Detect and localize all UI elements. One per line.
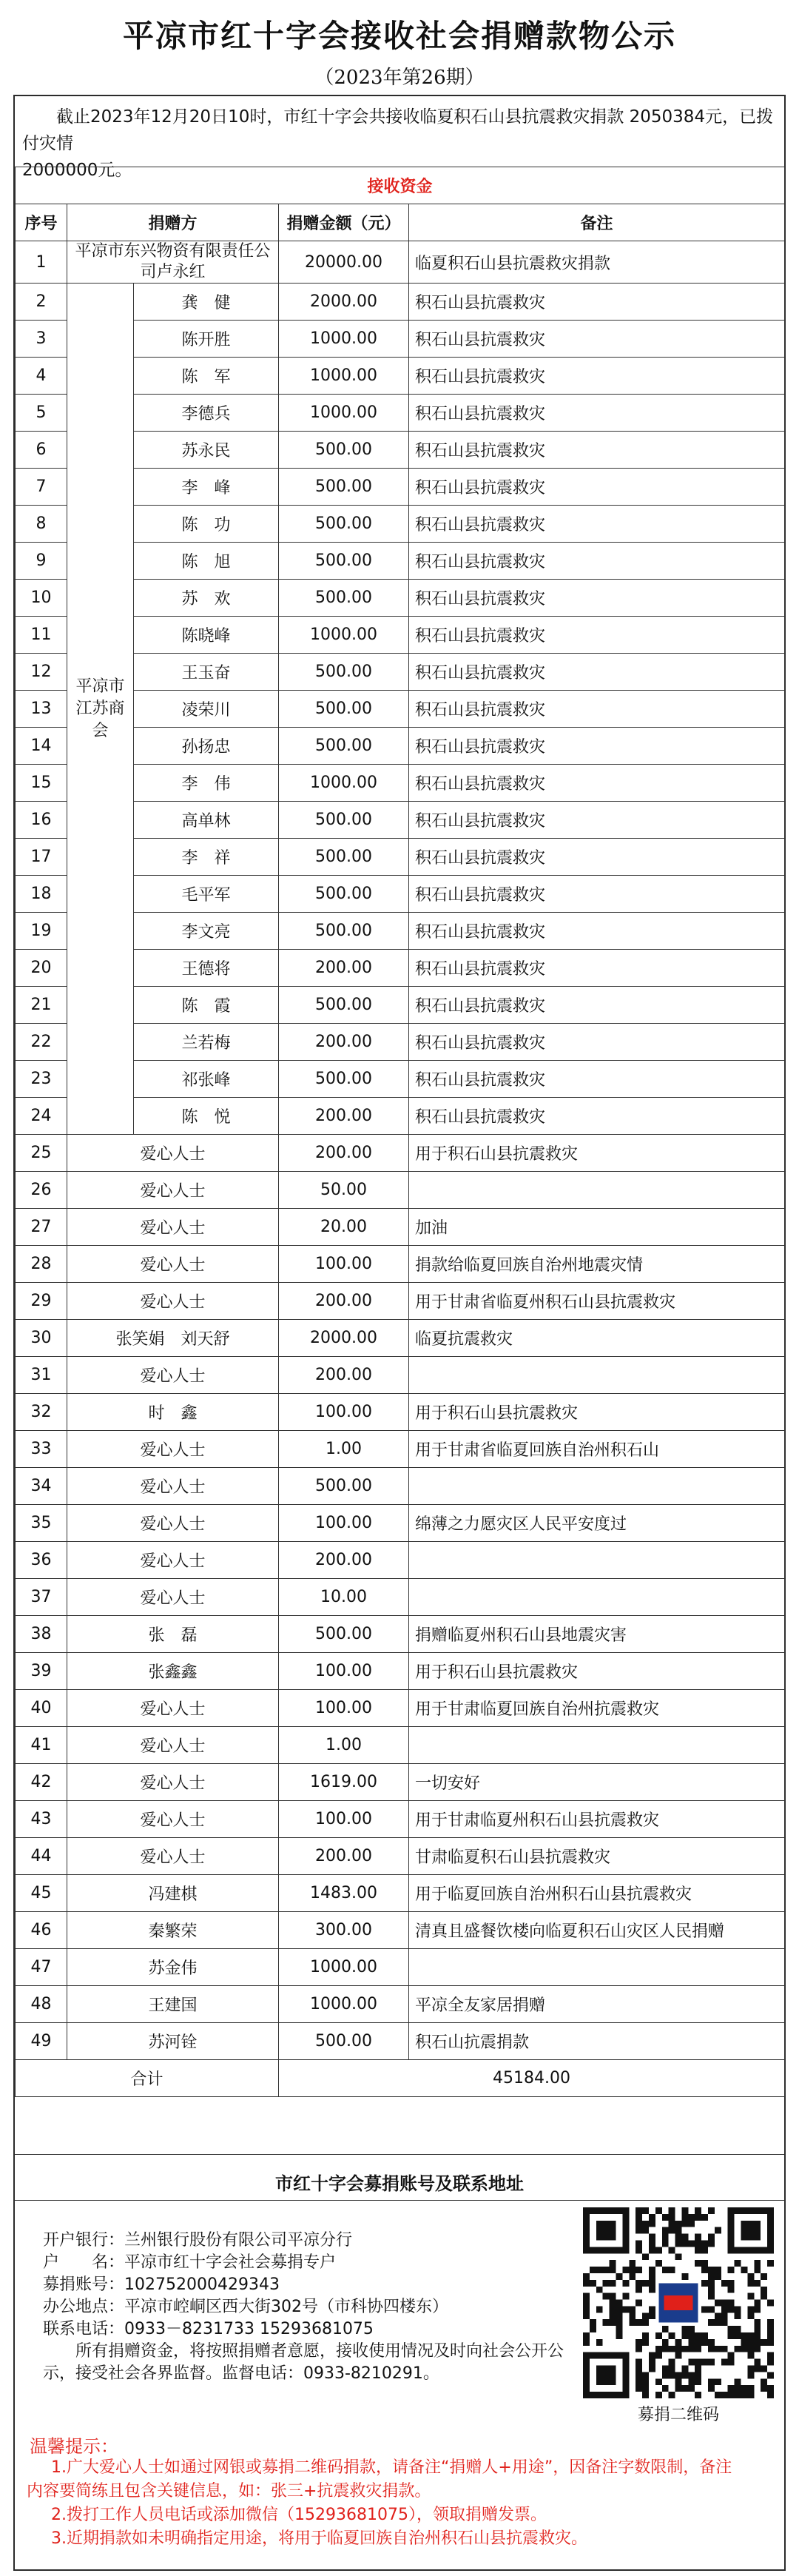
account-name: 户 名：平凉市红十字会社会募捐专户: [43, 2253, 337, 2272]
disclosure-note: 所有捐赠资金，将按照捐赠者意愿，接收使用情况及时向社会公开公示，接受社会各界监督。监督电话：0933-8210291。: [43, 2342, 564, 2383]
row-no: 27: [16, 1209, 67, 1246]
row-no: 40: [16, 1690, 67, 1727]
row-amount: 1.00: [279, 1727, 409, 1764]
row-no: 4: [16, 358, 67, 395]
row-amount: 500.00: [279, 691, 409, 728]
contact-title: 市红十字会募捐账号及联系地址: [275, 2173, 524, 2194]
row-note: 清真且盛餐饮楼向临夏积石山灾区人民捐赠: [409, 1912, 785, 1949]
row-donor: 王德将: [134, 950, 279, 987]
row-donor: 高单林: [134, 802, 279, 839]
row-note: 临夏抗震救灾: [409, 1320, 785, 1357]
row-amount: 200.00: [279, 1098, 409, 1135]
divider: [15, 2154, 784, 2155]
row-note: 积石山县抗震救灾: [409, 506, 785, 543]
row-donor: 张 磊: [67, 1616, 279, 1653]
contact-phone: 联系电话：0933－8231733 15293681075: [43, 2320, 374, 2338]
row-amount: 500.00: [279, 654, 409, 691]
tip-1-continued: 内容要简练且包含关键信息，如：张三+抗震救灾捐款。: [27, 2482, 431, 2500]
tips-title: 温馨提示：: [30, 2436, 118, 2457]
row-donor: 爱心人士: [67, 1357, 279, 1394]
page-title: 平凉市红十字会接收社会捐赠款物公示: [122, 18, 676, 54]
row-note: 积石山县抗震救灾: [409, 728, 785, 765]
row-note: 用于甘肃临夏州积石山县抗震救灾: [409, 1801, 785, 1838]
table-row: [16, 1135, 785, 1172]
row-amount: 500.00: [279, 1468, 409, 1505]
row-donor: 爱心人士: [67, 1579, 279, 1616]
group-donor-name: 平凉市江苏商会: [67, 284, 134, 1135]
row-note: [409, 1949, 785, 1986]
table-row: [16, 284, 785, 321]
row-no: 26: [16, 1172, 67, 1209]
row-amount: 500.00: [279, 432, 409, 469]
row-amount: 2000.00: [279, 1320, 409, 1357]
row-donor: 祁张峰: [134, 1061, 279, 1098]
row-note: 用于甘肃临夏回族自治州抗震救灾: [409, 1690, 785, 1727]
row-donor: 王玉奋: [134, 654, 279, 691]
row-no: 45: [16, 1875, 67, 1912]
row-donor: 凌荣川: [134, 691, 279, 728]
row-no: 30: [16, 1320, 67, 1357]
row-donor: 冯建棋: [67, 1875, 279, 1912]
row-amount: 10.00: [279, 1579, 409, 1616]
row-amount: 20000.00: [279, 241, 409, 284]
table-row: [16, 1986, 785, 2023]
row-amount: 200.00: [279, 1283, 409, 1320]
row-note: 积石山县抗震救灾: [409, 839, 785, 876]
row-donor: 张笑娟 刘天舒: [67, 1320, 279, 1357]
row-no: 47: [16, 1949, 67, 1986]
row-note: 一切安好: [409, 1764, 785, 1801]
row-no: 11: [16, 617, 67, 654]
row-no: 17: [16, 839, 67, 876]
row-no: 25: [16, 1135, 67, 1172]
row-no: 38: [16, 1616, 67, 1653]
row-donor: 爱心人士: [67, 1727, 279, 1764]
section-label: 接收资金: [16, 167, 785, 204]
row-donor: 苏 欢: [134, 580, 279, 617]
table-row: [16, 1394, 785, 1431]
row-no: 29: [16, 1283, 67, 1320]
row-donor: 陈 旭: [134, 543, 279, 580]
row-note: [409, 1468, 785, 1505]
row-no: 1: [16, 241, 67, 284]
row-no: 28: [16, 1246, 67, 1283]
row-amount: 500.00: [279, 2023, 409, 2060]
row-donor: 爱心人士: [67, 1283, 279, 1320]
row-no: 46: [16, 1912, 67, 1949]
row-note: 积石山县抗震救灾: [409, 876, 785, 913]
tip-2: 2.拨打工作人员电话或添加微信（15293681075），领取捐赠发票。: [51, 2506, 547, 2524]
row-donor: 陈 悦: [134, 1098, 279, 1135]
row-donor: 李 峰: [134, 469, 279, 506]
row-no: 10: [16, 580, 67, 617]
contact-info: [43, 2230, 583, 2385]
header-amount: 捐赠金额（元）: [279, 204, 409, 241]
row-donor: 龚 健: [134, 284, 279, 321]
row-donor: 秦繁荣: [67, 1912, 279, 1949]
row-no: 31: [16, 1357, 67, 1394]
row-donor: 孙扬忠: [134, 728, 279, 765]
row-note: 积石山县抗震救灾: [409, 580, 785, 617]
row-donor: 苏金伟: [67, 1949, 279, 1986]
row-amount: 500.00: [279, 913, 409, 950]
intro-line-1: 截止2023年12月20日10时，市红十字会共接收临夏积石山县抗震救灾捐款 2050384元，已拨付灾情: [22, 107, 774, 153]
row-amount: 2000.00: [279, 284, 409, 321]
total-label: 合计: [16, 2060, 279, 2097]
row-no: 14: [16, 728, 67, 765]
row-amount: 200.00: [279, 950, 409, 987]
row-no: 44: [16, 1838, 67, 1875]
row-amount: 1000.00: [279, 1986, 409, 2023]
row-note: 积石山县抗震救灾: [409, 913, 785, 950]
row-amount: 500.00: [279, 1061, 409, 1098]
table-row: [16, 1172, 785, 1209]
table-row: [16, 2023, 785, 2060]
row-donor: 王建国: [67, 1986, 279, 2023]
tips-list: [27, 2456, 774, 2551]
row-no: 16: [16, 802, 67, 839]
row-donor: 李文亮: [134, 913, 279, 950]
row-note: [409, 1542, 785, 1579]
row-donor: 爱心人士: [67, 1172, 279, 1209]
table-row: [16, 1246, 785, 1283]
row-donor: 陈 霞: [134, 987, 279, 1024]
row-note: 用于积石山县抗震救灾: [409, 1394, 785, 1431]
row-no: 18: [16, 876, 67, 913]
qr-code-image: [583, 2207, 774, 2398]
issue-number: （2023年第26期）: [314, 67, 485, 89]
row-amount: 500.00: [279, 876, 409, 913]
row-no: 36: [16, 1542, 67, 1579]
row-no: 22: [16, 1024, 67, 1061]
row-amount: 100.00: [279, 1394, 409, 1431]
table-row: [16, 1764, 785, 1801]
table-row: [16, 1209, 785, 1246]
row-no: 23: [16, 1061, 67, 1098]
row-no: 3: [16, 321, 67, 358]
row-note: 甘肃临夏积石山县抗震救灾: [409, 1838, 785, 1875]
row-donor: 爱心人士: [67, 1209, 279, 1246]
row-amount: 1000.00: [279, 765, 409, 802]
row-amount: 1000.00: [279, 617, 409, 654]
office-address: 办公地点：平凉市崆峒区西大街302号（市科协四楼东）: [43, 2298, 448, 2316]
row-amount: 1619.00: [279, 1764, 409, 1801]
donation-table: [15, 167, 785, 2097]
header-note: 备注: [409, 204, 785, 241]
row-note: 积石山县抗震救灾: [409, 987, 785, 1024]
row-amount: 200.00: [279, 1357, 409, 1394]
row-amount: 500.00: [279, 987, 409, 1024]
table-row: [16, 1542, 785, 1579]
row-amount: 500.00: [279, 469, 409, 506]
table-row: [16, 1357, 785, 1394]
table-row: [16, 1912, 785, 1949]
table-header-row: [16, 204, 785, 241]
section-row: [16, 167, 785, 204]
row-donor: 爱心人士: [67, 1505, 279, 1542]
row-note: 积石山县抗震救灾: [409, 765, 785, 802]
row-donor: 时 鑫: [67, 1394, 279, 1431]
row-amount: 200.00: [279, 1838, 409, 1875]
row-amount: 100.00: [279, 1246, 409, 1283]
total-value: 45184.00: [279, 2060, 785, 2097]
row-note: 用于积石山县抗震救灾: [409, 1135, 785, 1172]
tip-3: 3.近期捐款如未明确指定用途，将用于临夏回族自治州积石山县抗震救灾。: [51, 2529, 587, 2548]
row-amount: 500.00: [279, 802, 409, 839]
row-amount: 1000.00: [279, 1949, 409, 1986]
qr-code-label: 募捐二维码: [637, 2406, 719, 2424]
row-donor: 爱心人士: [67, 1431, 279, 1468]
row-note: 绵薄之力愿灾区人民平安度过: [409, 1505, 785, 1542]
row-amount: 500.00: [279, 543, 409, 580]
row-donor: 毛平军: [134, 876, 279, 913]
row-note: 积石山县抗震救灾: [409, 802, 785, 839]
row-note: 用于甘肃省临夏回族自治州积石山: [409, 1431, 785, 1468]
row-no: 21: [16, 987, 67, 1024]
row-amount: 500.00: [279, 580, 409, 617]
row-no: 41: [16, 1727, 67, 1764]
row-note: 积石山县抗震救灾: [409, 358, 785, 395]
table-row: [16, 1283, 785, 1320]
row-note: 临夏积石山县抗震救灾捐款: [409, 241, 785, 284]
header-donor: 捐赠方: [67, 204, 279, 241]
row-no: 33: [16, 1431, 67, 1468]
row-no: 43: [16, 1801, 67, 1838]
divider: [15, 2200, 784, 2201]
row-amount: 1483.00: [279, 1875, 409, 1912]
table-row: [16, 1320, 785, 1357]
row-amount: 1000.00: [279, 395, 409, 432]
row-note: 捐款给临夏回族自治州地震灾情: [409, 1246, 785, 1283]
row-donor: 苏河铨: [67, 2023, 279, 2060]
row-amount: 1.00: [279, 1431, 409, 1468]
row-note: 积石山县抗震救灾: [409, 1024, 785, 1061]
table-row: [16, 1431, 785, 1468]
row-no: 19: [16, 913, 67, 950]
row-note: 积石山抗震捐款: [409, 2023, 785, 2060]
row-no: 2: [16, 284, 67, 321]
row-no: 6: [16, 432, 67, 469]
row-no: 5: [16, 395, 67, 432]
table-row: [16, 1838, 785, 1875]
row-amount: 50.00: [279, 1172, 409, 1209]
row-no: 34: [16, 1468, 67, 1505]
row-note: 平凉全友家居捐赠: [409, 1986, 785, 2023]
row-donor: 爱心人士: [67, 1838, 279, 1875]
row-note: 积石山县抗震救灾: [409, 284, 785, 321]
table-row: [16, 1690, 785, 1727]
row-donor: 平凉市东兴物资有限责任公司卢永红: [67, 241, 279, 284]
row-donor: 李德兵: [134, 395, 279, 432]
row-donor: 陈晓峰: [134, 617, 279, 654]
row-note: 积石山县抗震救灾: [409, 321, 785, 358]
row-donor: 爱心人士: [67, 1468, 279, 1505]
row-note: 积石山县抗震救灾: [409, 950, 785, 987]
row-note: 积石山县抗震救灾: [409, 543, 785, 580]
header-no: 序号: [16, 204, 67, 241]
row-donor: 爱心人士: [67, 1135, 279, 1172]
row-donor: 李 伟: [134, 765, 279, 802]
row-no: 49: [16, 2023, 67, 2060]
row-amount: 200.00: [279, 1024, 409, 1061]
row-amount: 1000.00: [279, 321, 409, 358]
row-no: 20: [16, 950, 67, 987]
row-note: [409, 1579, 785, 1616]
row-no: 39: [16, 1653, 67, 1690]
tip-1: 1.广大爱心人士如通过网银或募捐二维码捐款，请备注“捐赠人+用途”，因备注字数限制，备注: [51, 2458, 732, 2477]
row-note: 积石山县抗震救灾: [409, 1061, 785, 1098]
row-note: 积石山县抗震救灾: [409, 654, 785, 691]
row-note: 捐赠临夏州积石山县地震灾害: [409, 1616, 785, 1653]
row-note: 积石山县抗震救灾: [409, 691, 785, 728]
row-note: 积石山县抗震救灾: [409, 469, 785, 506]
table-row: [16, 241, 785, 284]
table-row: [16, 1949, 785, 1986]
row-no: 42: [16, 1764, 67, 1801]
row-no: 13: [16, 691, 67, 728]
row-amount: 100.00: [279, 1801, 409, 1838]
row-amount: 100.00: [279, 1505, 409, 1542]
row-no: 8: [16, 506, 67, 543]
row-note: [409, 1357, 785, 1394]
row-note: 积石山县抗震救灾: [409, 395, 785, 432]
row-donor: 兰若梅: [134, 1024, 279, 1061]
row-amount: 300.00: [279, 1912, 409, 1949]
row-note: 加油: [409, 1209, 785, 1246]
row-no: 9: [16, 543, 67, 580]
row-amount: 1000.00: [279, 358, 409, 395]
table-row: [16, 1801, 785, 1838]
row-amount: 100.00: [279, 1653, 409, 1690]
table-row: [16, 1727, 785, 1764]
table-row: [16, 1653, 785, 1690]
row-amount: 500.00: [279, 728, 409, 765]
table-row: [16, 1468, 785, 1505]
row-amount: 20.00: [279, 1209, 409, 1246]
row-amount: 500.00: [279, 839, 409, 876]
row-note: 用于积石山县抗震救灾: [409, 1653, 785, 1690]
intro-line-2: 2000000元。: [22, 161, 132, 180]
row-donor: 张鑫鑫: [67, 1653, 279, 1690]
row-amount: 100.00: [279, 1690, 409, 1727]
row-no: 15: [16, 765, 67, 802]
row-no: 37: [16, 1579, 67, 1616]
table-row: [16, 1579, 785, 1616]
table-row: [16, 1616, 785, 1653]
row-note: [409, 1172, 785, 1209]
row-note: 积石山县抗震救灾: [409, 617, 785, 654]
account-number: 募捐账号：102752000429343: [43, 2275, 280, 2294]
row-no: 7: [16, 469, 67, 506]
row-amount: 500.00: [279, 1616, 409, 1653]
row-no: 24: [16, 1098, 67, 1135]
bank-name: 开户银行：兰州银行股份有限公司平凉分行: [43, 2231, 353, 2250]
total-row: [16, 2060, 785, 2097]
row-donor: 爱心人士: [67, 1764, 279, 1801]
row-no: 32: [16, 1394, 67, 1431]
row-amount: 200.00: [279, 1135, 409, 1172]
row-donor: 爱心人士: [67, 1542, 279, 1579]
row-donor: 爱心人士: [67, 1801, 279, 1838]
row-donor: 李 祥: [134, 839, 279, 876]
row-note: 积石山县抗震救灾: [409, 432, 785, 469]
row-donor: 苏永民: [134, 432, 279, 469]
row-amount: 200.00: [279, 1542, 409, 1579]
row-donor: 陈 功: [134, 506, 279, 543]
table-row: [16, 1505, 785, 1542]
row-note: 用于临夏回族自治州积石山县抗震救灾: [409, 1875, 785, 1912]
row-donor: 爱心人士: [67, 1246, 279, 1283]
row-donor: 爱心人士: [67, 1690, 279, 1727]
table-row: [16, 1875, 785, 1912]
row-no: 48: [16, 1986, 67, 2023]
row-no: 12: [16, 654, 67, 691]
row-donor: 陈 军: [134, 358, 279, 395]
row-note: 积石山县抗震救灾: [409, 1098, 785, 1135]
row-donor: 陈开胜: [134, 321, 279, 358]
row-note: [409, 1727, 785, 1764]
row-no: 35: [16, 1505, 67, 1542]
row-amount: 500.00: [279, 506, 409, 543]
row-note: 用于甘肃省临夏州积石山县抗震救灾: [409, 1283, 785, 1320]
